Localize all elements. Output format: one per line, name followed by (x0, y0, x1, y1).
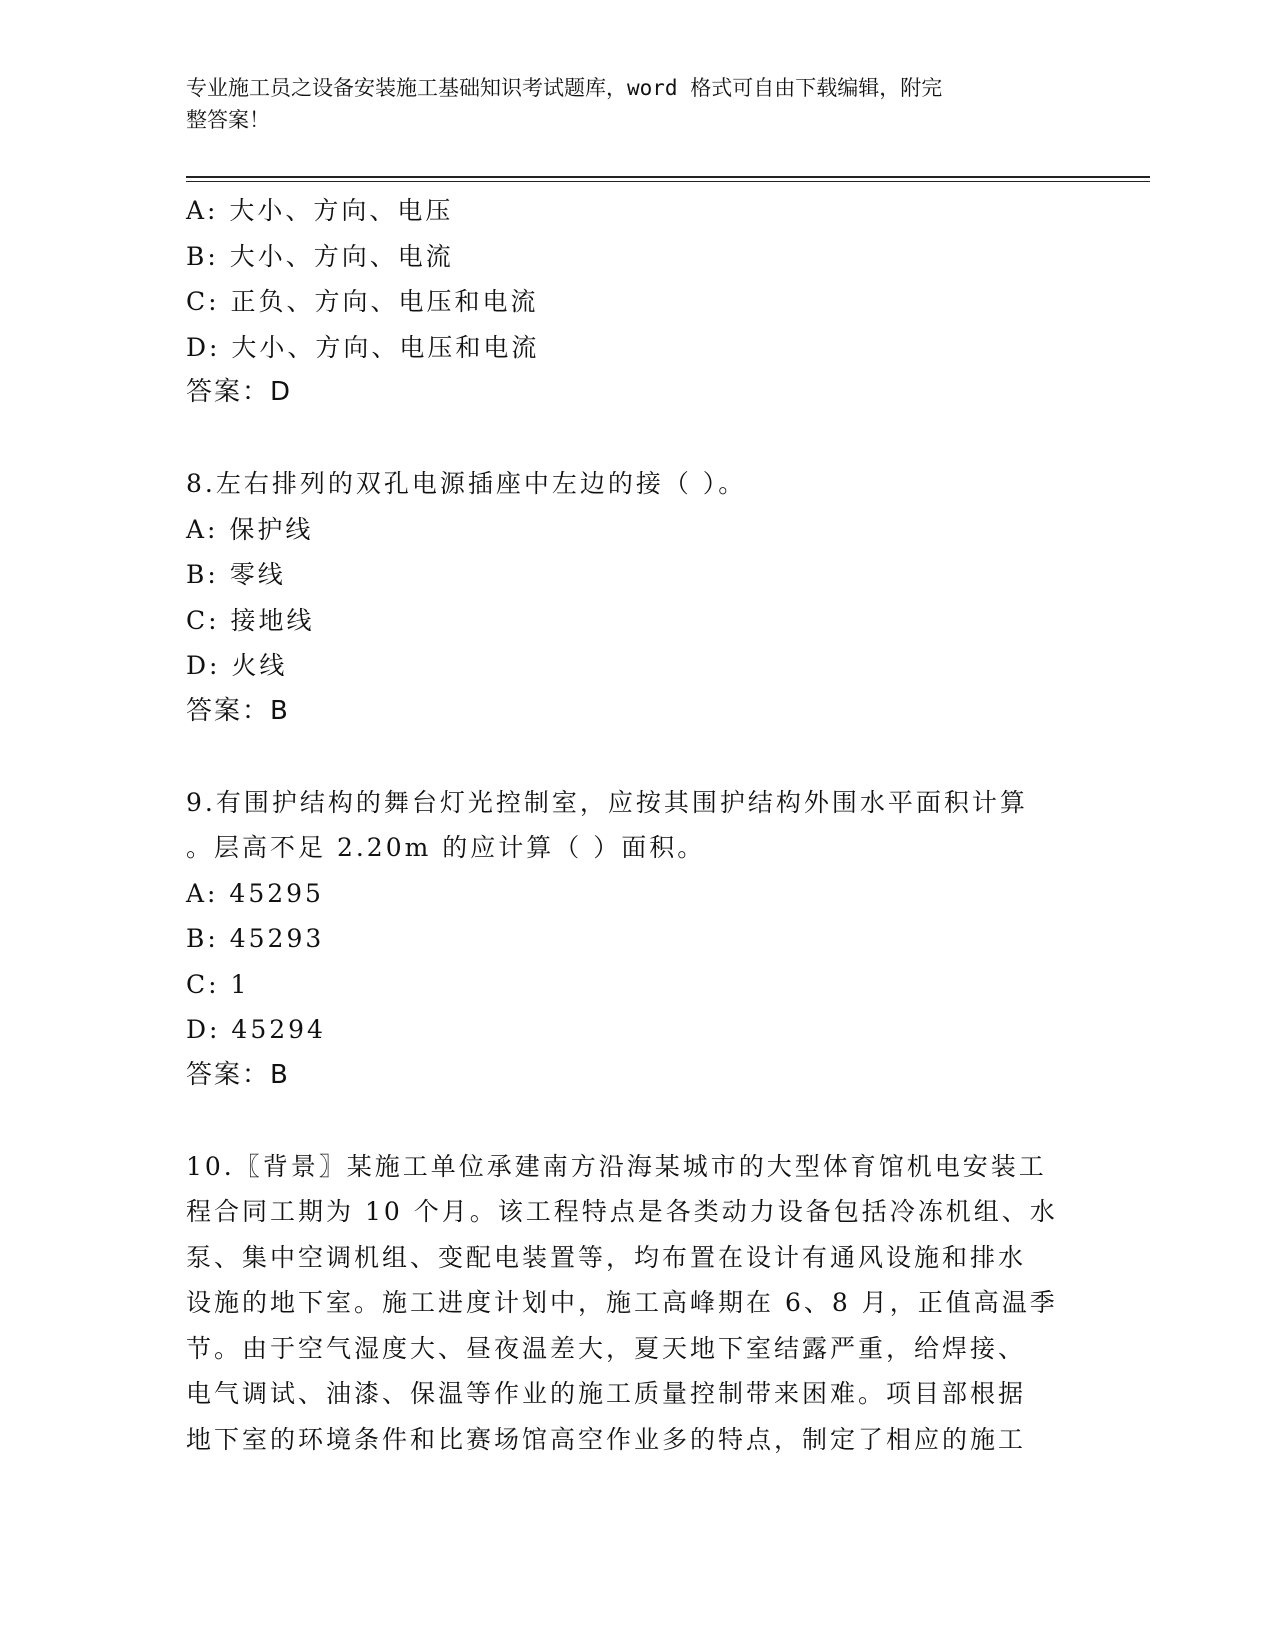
q8-option-c: C: 接地线 (186, 605, 315, 635)
q9-answer: 答案：B (186, 1059, 290, 1090)
document-body (186, 188, 1086, 1462)
spacer (186, 734, 1086, 780)
q9-option-a: A: 45295 (186, 878, 324, 908)
header-divider-thick (186, 176, 1150, 178)
q10-line: 程合同工期为 10 个月。该工程特点是各类动力设备包括冷冻机组、水 (186, 1197, 1058, 1226)
q9-question-line-1: 9.有围护结构的舞台灯光控制室，应按其围护结构外围水平面积计算 (186, 787, 1028, 817)
q9-option-c: C: 1 (186, 969, 250, 999)
q10-line: 泵、集中空调机组、变配电装置等，均布置在设计有通风设施和排水 (186, 1242, 1027, 1272)
header-line-1: 专业施工员之设备安装施工基础知识考试题库，word 格式可自由下载编辑，附完 (186, 76, 943, 100)
question-7-block (186, 188, 1086, 416)
q10-line: 电气调试、油漆、保温等作业的施工质量控制带来困难。项目部根据 (186, 1379, 1027, 1408)
question-9-block (186, 780, 1086, 1099)
q10-line: 10.〖背景〗某施工单位承建南方沿海某城市的大型体育馆机电安装工 (186, 1151, 1047, 1181)
q7-option-c: C: 正负、方向、电压和电流 (186, 287, 539, 316)
header-divider-thin (186, 181, 1150, 182)
q9-option-b: B: 45293 (186, 924, 325, 953)
q8-question: 8.左右排列的双孔电源插座中左边的接（ ）。 (186, 469, 747, 498)
q9-question-line-2: 。层高不足 2.20m 的应计算（ ）面积。 (186, 833, 706, 862)
q9-option-d: D: 45294 (186, 1015, 326, 1044)
q10-line: 设施的地下室。施工进度计划中，施工高峰期在 6、8 月，正值高温季 (186, 1288, 1058, 1317)
question-8-block (186, 461, 1086, 734)
header-line-2: 整答案！ (186, 108, 270, 132)
q8-option-a: A: 保护线 (186, 514, 314, 544)
q10-line: 节。由于空气湿度大、昼夜温差大，夏天地下室结露严重，给焊接、 (186, 1333, 1027, 1363)
q7-option-d: D: 大小、方向、电压和电流 (186, 332, 540, 362)
spacer (186, 1098, 1086, 1144)
q7-answer: 答案：D (186, 377, 293, 407)
spacer (186, 416, 1086, 462)
question-10-block (186, 1144, 1076, 1463)
q10-line: 地下室的环境条件和比赛场馆高空作业多的特点，制定了相应的施工 (186, 1424, 1027, 1454)
q8-option-d: D: 火线 (186, 651, 288, 680)
q7-option-b: B: 大小、方向、电流 (186, 241, 454, 271)
q7-option-a: A: 大小、方向、电压 (186, 196, 454, 225)
q8-option-b: B: 零线 (186, 560, 286, 589)
q8-answer: 答案：B (186, 695, 290, 726)
document-header (186, 72, 1066, 136)
